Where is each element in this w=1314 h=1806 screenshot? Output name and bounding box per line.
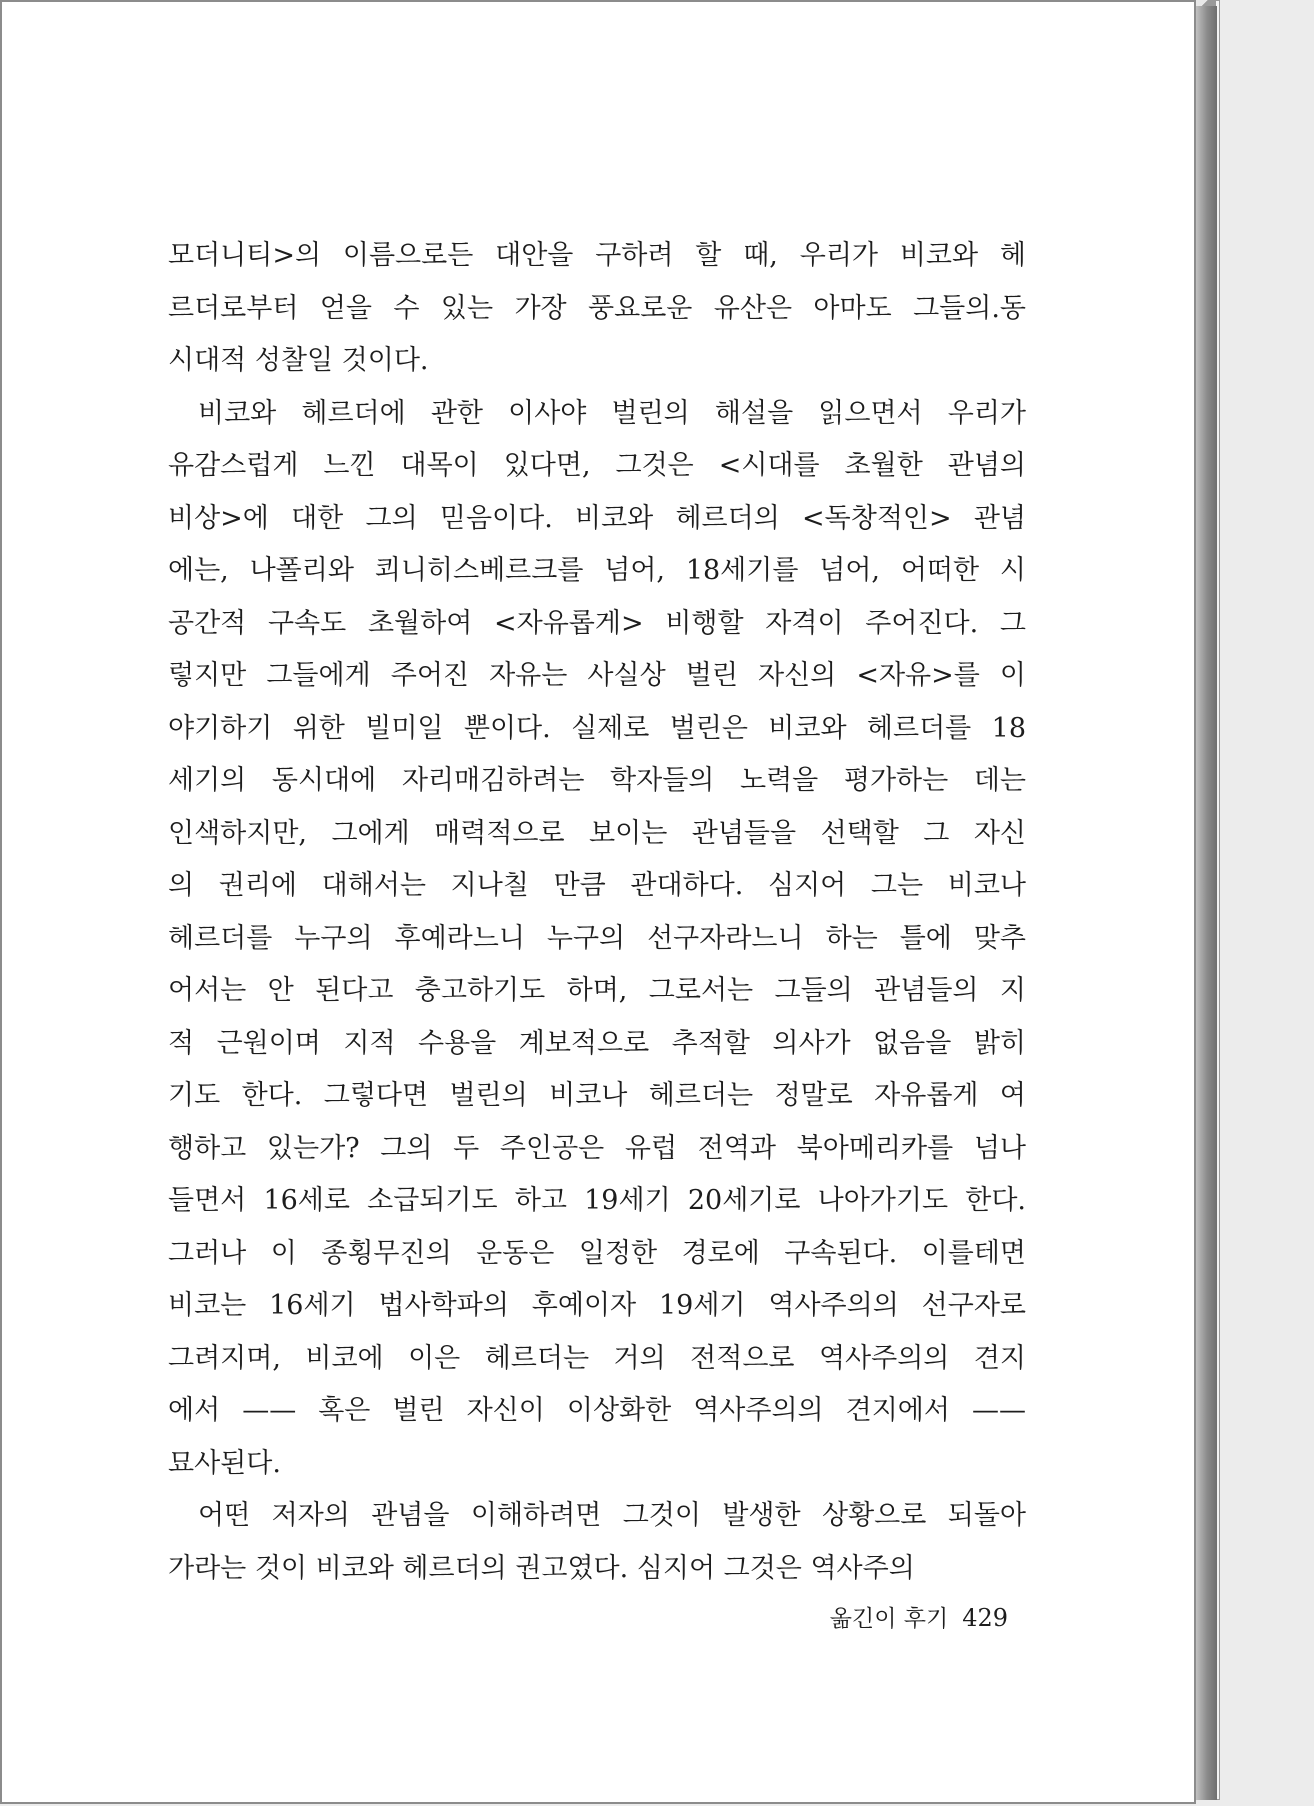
running-footer-title: 옮긴이 후기	[829, 1606, 949, 1632]
page-number: 429	[962, 1604, 1008, 1632]
text-line: 행하고 있는가? 그의 두 주인공은 유럽 전역과 북아메리카를 넘나	[168, 1132, 1026, 1164]
page-footer	[808, 1598, 1008, 1638]
text-line: 모더니티>의 이름으로든 대안을 구하려 할 때, 우리가 비코와 헤	[168, 240, 1026, 271]
text-line: 기도 한다. 그렇다면 벌린의 비코나 헤르더는 정말로 자유롭게 여	[168, 1080, 1026, 1111]
paragraph	[168, 1490, 1026, 1595]
text-line: 에는, 나폴리와 쾨니히스베르크를 넘어, 18세기를 넘어, 어떠한 시	[168, 555, 1026, 586]
text-line: 공간적 구속도 초월하여 <자유롭게> 비행할 자격이 주어진다. 그	[168, 607, 1026, 639]
text-line: 어서는 안 된다고 충고하기도 하며, 그로서는 그들의 관념들의 지	[168, 975, 1026, 1006]
text-line: 어떤 저자의 관념을 이해하려면 그것이 발생한 상황으로 되돌아	[198, 1500, 1026, 1531]
text-line: 적 근원이며 지적 수용을 계보적으로 추적할 의사가 없음을 밝히	[168, 1027, 1026, 1059]
text-line: 에서 —— 혹은 벌린 자신이 이상화한 역사주의의 견지에서 ——	[168, 1395, 1026, 1426]
text-line: 그러나 이 종횡무진의 운동은 일정한 경로에 구속된다. 이를테면	[168, 1237, 1026, 1269]
text-line: 가라는 것이 비코와 헤르더의 권고였다. 심지어 그것은 역사주의	[168, 1552, 915, 1584]
text-line: 시대적 성찰일 것이다.	[168, 345, 429, 376]
text-line: 비코는 16세기 법사학파의 후예이자 19세기 역사주의의 선구자로	[168, 1290, 1026, 1321]
page-body-text	[168, 230, 1026, 1595]
text-line: 비상>에 대한 그의 믿음이다. 비코와 헤르더의 <독창적인> 관념	[168, 502, 1026, 534]
text-line: 의 권리에 대해서는 지나칠 만큼 관대하다. 심지어 그는 비코나	[168, 870, 1026, 901]
text-line: 세기의 동시대에 자리매김하려는 학자들의 노력을 평가하는 데는	[168, 765, 1026, 796]
text-line: 르더로부터 얻을 수 있는 가장 풍요로운 유산은 아마도 그들의.동	[168, 292, 1026, 324]
text-line: 렇지만 그들에게 주어진 자유는 사실상 벌린 자신의 <자유>를 이	[168, 660, 1026, 691]
text-line: 들면서 16세로 소급되기도 하고 19세기 20세기로 나아가기도 한다.	[168, 1185, 1026, 1216]
text-line: 묘사된다.	[168, 1447, 281, 1479]
text-line: 비코와 헤르더에 관한 이사야 벌린의 해설을 읽으면서 우리가	[198, 397, 1026, 429]
text-line: 야기하기 위한 빌미일 뿐이다. 실제로 벌린은 비코와 헤르더를 18	[168, 712, 1026, 744]
text-line: 헤르더를 누구의 후예라느니 누구의 선구자라느니 하는 틀에 맞추	[168, 922, 1026, 954]
paragraph	[168, 388, 1026, 1491]
paragraph	[168, 230, 1026, 388]
text-line: 유감스럽게 느낀 대목이 있다면, 그것은 <시대를 초월한 관념의	[168, 450, 1026, 481]
text-line: 그려지며, 비코에 이은 헤르더는 거의 전적으로 역사주의의 견지	[168, 1342, 1026, 1374]
text-line: 인색하지만, 그에게 매력적으로 보이는 관념들을 선택할 그 자신	[168, 817, 1026, 849]
